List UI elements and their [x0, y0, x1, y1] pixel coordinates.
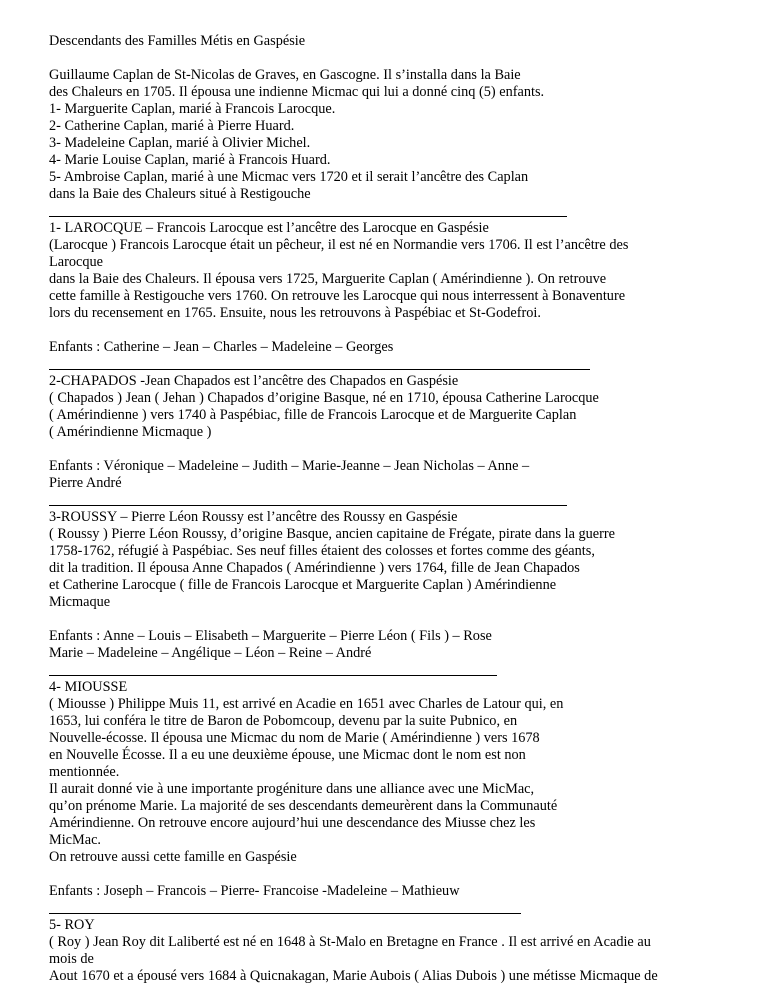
section-chapados	[49, 373, 768, 492]
section-line: MicMac.	[49, 832, 102, 848]
section-line: Micmaque	[49, 594, 111, 610]
section-roy	[49, 917, 768, 985]
document-title: Descendants des Familles Métis en Gaspésie	[49, 33, 306, 49]
section-line: Amérindienne. On retrouve encore aujourd’hui une descendance des Miusse chez les	[49, 815, 536, 831]
blank-line	[49, 50, 768, 67]
intro-paragraph	[49, 67, 768, 203]
section-line: et Catherine Larocque ( fille de Francois Larocque et Marguerite Caplan ) Amérindienne	[49, 577, 557, 593]
blank-line	[49, 866, 768, 883]
section-line: qu’on prénome Marie. La majorité de ses descendants demeurèrent dans la Communauté	[49, 798, 558, 814]
section-line: mois de	[49, 951, 94, 967]
intro-line: Guillaume Caplan de St-Nicolas de Graves, en Gascogne. Il s’installa dans la Baie	[49, 67, 521, 83]
section-heading: 4- MIOUSSE	[49, 679, 128, 695]
intro-line: 3- Madeleine Caplan, marié à Olivier Michel.	[49, 135, 311, 151]
section-line: ( Roy ) Jean Roy dit Laliberté est né en 1648 à St-Malo en Bretagne en France . Il est arrivé en Acadie au	[49, 934, 651, 950]
children-list: Enfants : Catherine – Jean – Charles – Madeleine – Georges	[49, 339, 394, 355]
section-heading: 5- ROY	[49, 917, 95, 933]
section-line: Nouvelle-écosse. Il épousa une Micmac du nom de Marie ( Amérindienne ) vers 1678	[49, 730, 540, 746]
section-line: dans la Baie des Chaleurs. Il épousa vers 1725, Marguerite Caplan ( Amérindienne ). On retrouve	[49, 271, 607, 287]
section-line: 1653, lui conféra le titre de Baron de Pobomcoup, devenu par la suite Pubnico, en	[49, 713, 518, 729]
section-line: lors du recensement en 1765. Ensuite, nous les retrouvons à Paspébiac et St-Godefroi.	[49, 305, 541, 321]
section-line: ( Chapados ) Jean ( Jehan ) Chapados d’origine Basque, né en 1710, épousa Catherine Larocque	[49, 390, 599, 406]
intro-line: des Chaleurs en 1705. Il épousa une indienne Micmac qui lui a donné cinq (5) enfants.	[49, 84, 545, 100]
children-list: Pierre André	[49, 475, 122, 491]
intro-line: 5- Ambroise Caplan, marié à une Micmac vers 1720 et il serait l’ancêtre des Caplan	[49, 169, 529, 185]
section-line: en Nouvelle Écosse. Il a eu une deuxième épouse, une Micmac dont le nom est non	[49, 747, 526, 763]
section-line: ( Amérindienne Micmaque )	[49, 424, 212, 440]
section-line: ( Roussy ) Pierre Léon Roussy, d’origine Basque, ancien capitaine de Frégate, pirate dans la guerre	[49, 526, 615, 542]
blank-line	[49, 441, 768, 458]
children-list: Enfants : Véronique – Madeleine – Judith – Marie-Jeanne – Jean Nicholas – Anne –	[49, 458, 530, 474]
section-larocque	[49, 220, 768, 356]
section-line: mentionnée.	[49, 764, 120, 780]
blank-line	[49, 611, 768, 628]
intro-line: 1- Marguerite Caplan, marié à Francois Larocque.	[49, 101, 336, 117]
section-miousse	[49, 679, 768, 900]
section-line: Larocque	[49, 254, 103, 270]
section-line: Aout 1670 et a épousé vers 1684 à Quicnakagan, Marie Aubois ( Alias Dubois ) une métisse Micmaque de	[49, 968, 658, 984]
section-roussy	[49, 509, 768, 662]
children-list: Enfants : Anne – Louis – Elisabeth – Marguerite – Pierre Léon ( Fils ) – Rose	[49, 628, 492, 644]
intro-line: dans la Baie des Chaleurs situé à Restigouche	[49, 186, 311, 202]
section-heading: 2-CHAPADOS -Jean Chapados est l’ancêtre des Chapados en Gaspésie	[49, 373, 459, 389]
section-line: cette famille à Restigouche vers 1760. On retrouve les Larocque qui nous interressent à Bonaventure	[49, 288, 626, 304]
children-list: Enfants : Joseph – Francois – Pierre- Francoise -Madeleine – Mathieuw	[49, 883, 460, 899]
section-line: ( Amérindienne ) vers 1740 à Paspébiac, fille de Francois Larocque et de Marguerite Caplan	[49, 407, 577, 423]
section-divider	[49, 356, 768, 373]
section-line: dit la tradition. Il épousa Anne Chapados ( Amérindienne ) vers 1764, fille de Jean Chapados	[49, 560, 580, 576]
section-divider	[49, 203, 768, 220]
children-list: Marie – Madeleine – Angélique – Léon – Reine – André	[49, 645, 372, 661]
section-heading: 1- LAROCQUE – Francois Larocque est l’ancêtre des Larocque en Gaspésie	[49, 220, 489, 236]
section-line: Il aurait donné vie à une importante progéniture dans une alliance avec une MicMac,	[49, 781, 535, 797]
section-divider	[49, 662, 768, 679]
section-line: (Larocque ) Francois Larocque était un pêcheur, il est né en Normandie vers 1706. Il est l’ancêtre des	[49, 237, 629, 253]
section-line: ( Miousse ) Philippe Muis 11, est arrivé en Acadie en 1651 avec Charles de Latour qui, en	[49, 696, 564, 712]
section-divider	[49, 900, 768, 917]
section-heading: 3-ROUSSY – Pierre Léon Roussy est l’ancêtre des Roussy en Gaspésie	[49, 509, 458, 525]
blank-line	[49, 322, 768, 339]
section-line: On retrouve aussi cette famille en Gaspésie	[49, 849, 297, 865]
section-line: 1758-1762, réfugié à Paspébiac. Ses neuf filles étaient des colosses et fortes comme des géants,	[49, 543, 595, 559]
section-divider	[49, 492, 768, 509]
intro-line: 2- Catherine Caplan, marié à Pierre Huard.	[49, 118, 295, 134]
intro-line: 4- Marie Louise Caplan, marié à Francois Huard.	[49, 152, 331, 168]
